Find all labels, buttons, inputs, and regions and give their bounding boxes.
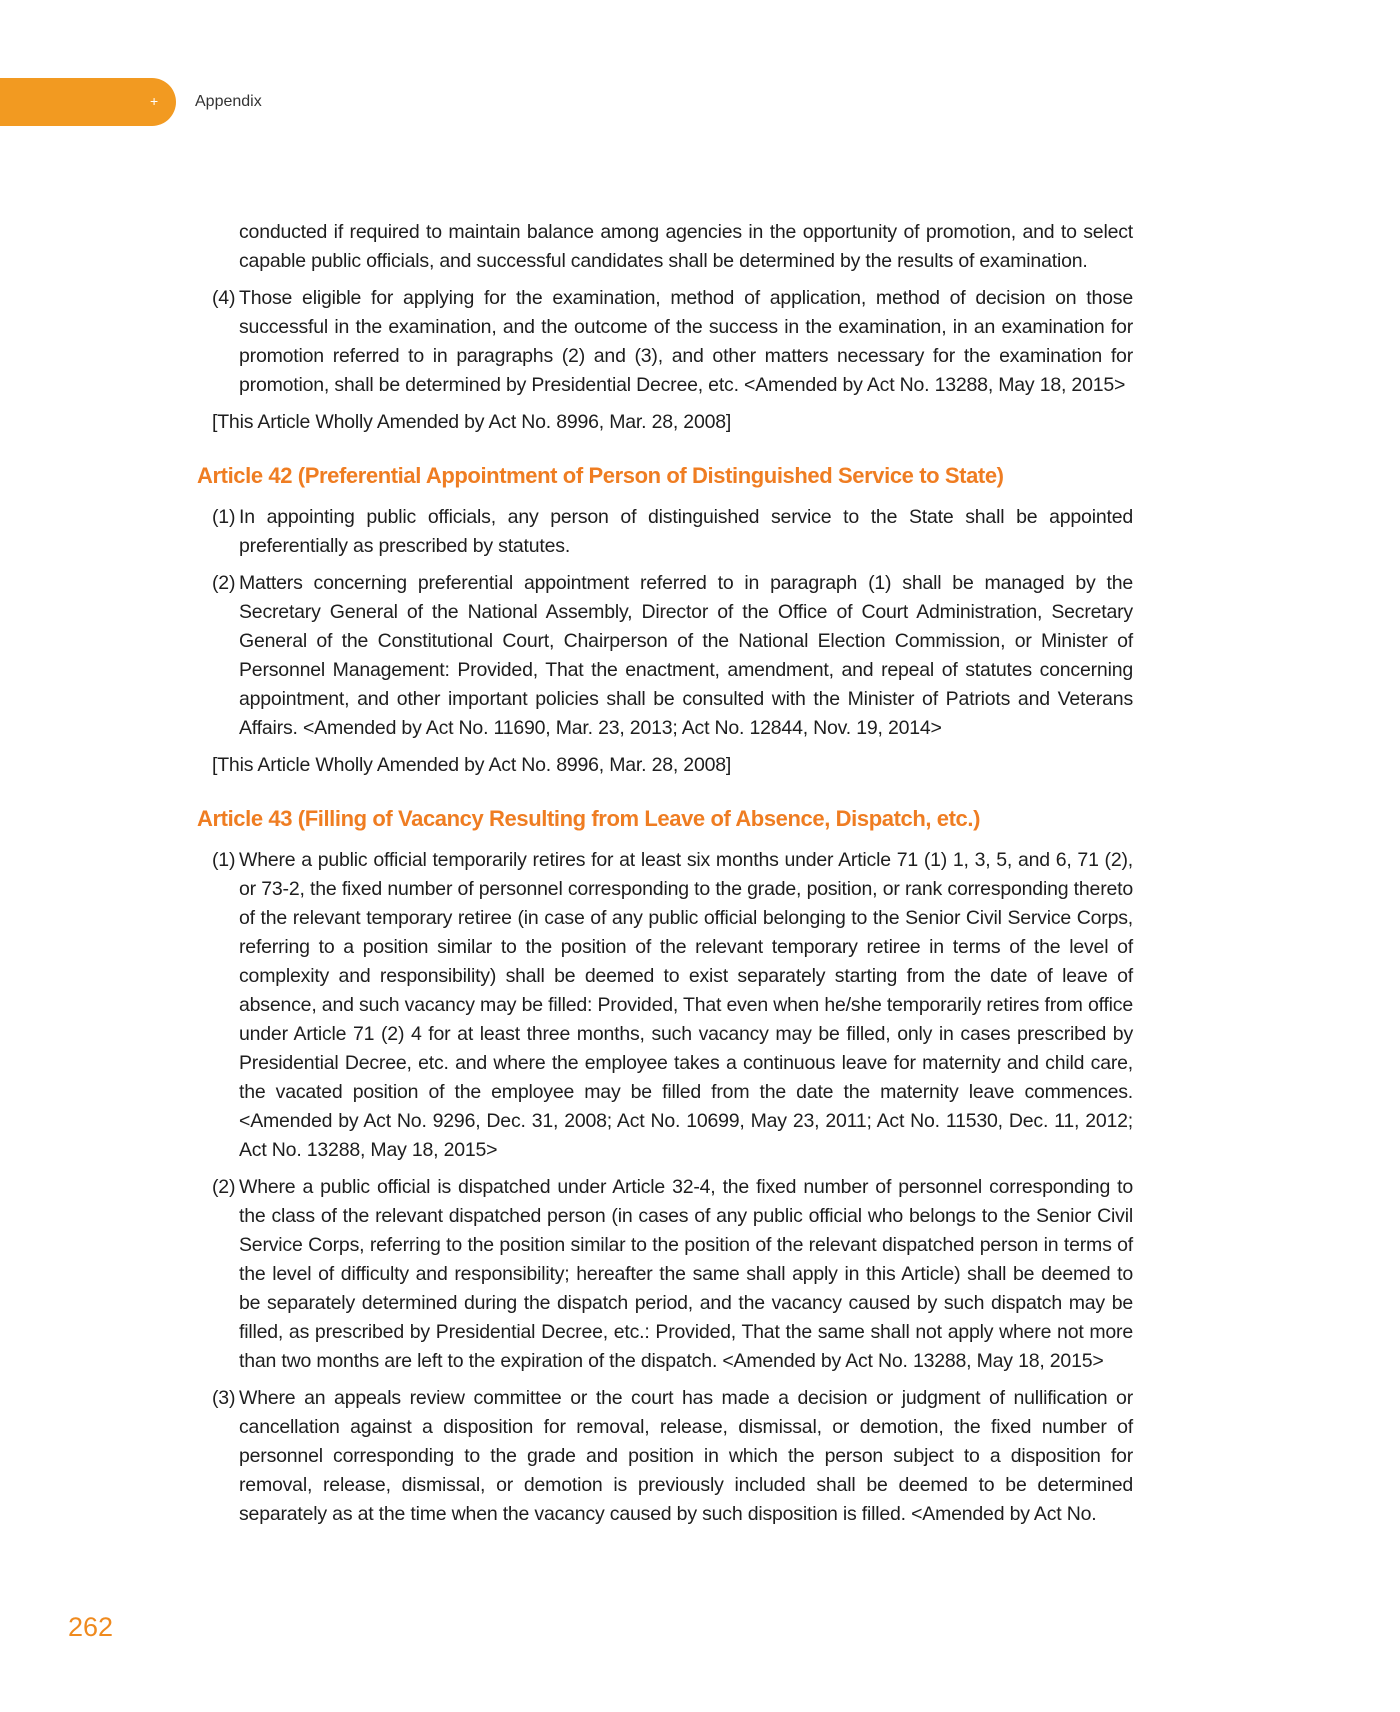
item-text: Where an appeals review committee or the court has made a decision or judgment of nullification or cancellation against a disposition for removal, release, dismissal, or demotion, the fixed number of personnel corresponding to the grade and position in which the person subject to a disposition for removal, release, dismissal, or demotion is previously included shall be deemed to be determined separately as at the time when the vacancy caused by such disposition is filled. <Amended by Act No.	[239, 1387, 1133, 1525]
item-number: (1)	[212, 506, 236, 528]
plus-icon: +	[150, 93, 159, 109]
document-body	[197, 218, 1133, 1537]
item-text: Where a public official temporarily retires for at least six months under Article 71 (1) 1, 3, 5, and 6, 71 (2), or 73-2, the fixed number of personnel corresponding to the grade, position, or rank corresponding thereto of the relevant temporary retiree (in case of any public official belonging to the Senior Civil Service Corps, referring to a position similar to the position of the relevant temporary retiree in terms of the level of complexity and responsibility) shall be deemed to exist separately starting from the date of leave of absence, and such vacancy may be filled: Provided, That even when he/she temporarily retires from office under Article 71 (2) 4 for at least three months, such vacancy may be filled, only in cases prescribed by Presidential Decree, etc. and where the employee takes a continuous leave for maternity and child care, the vacated position of the employee may be filled from the date the maternity leave commences. <Amended by Act No. 9296, Dec. 31, 2008; Act No. 10699, May 23, 2011; Act No. 11530, Dec. 11, 2012; Act No. 13288, May 18, 2015>	[239, 849, 1133, 1161]
continuation-paragraph: conducted if required to maintain balance among agencies in the opportunity of promotion, and to select capable public officials, and successful candidates shall be determined by the results of examination.	[239, 221, 1133, 272]
item-number: (3)	[212, 1387, 236, 1409]
list-item	[197, 1173, 1133, 1376]
item-number: (1)	[212, 849, 236, 871]
amendment-note: [This Article Wholly Amended by Act No. 8996, Mar. 28, 2008]	[212, 411, 732, 433]
item-number: (2)	[212, 1176, 236, 1198]
list-item	[197, 284, 1133, 400]
article-42-heading: Article 42 (Preferential Appointment of Person of Distinguished Service to State)	[197, 463, 1004, 488]
item-text: Matters concerning preferential appointment referred to in paragraph (1) shall be managed by the Secretary General of the National Assembly, Director of the Office of Court Administration, Secretary General of the Constitutional Court, Chairperson of the National Election Commission, or Minister of Personnel Management: Provided, That the enactment, amendment, and repeal of statutes concerning appointment, and other important policies shall be consulted with the Minister of Patriots and Veterans Affairs. <Amended by Act No. 11690, Mar. 23, 2013; Act No. 12844, Nov. 19, 2014>	[239, 572, 1133, 739]
amendment-note: [This Article Wholly Amended by Act No. 8996, Mar. 28, 2008]	[212, 754, 732, 776]
item-text: Those eligible for applying for the examination, method of application, method of decision on those successful in the examination, and the outcome of the success in the examination, in an examination for promotion referred to in paragraphs (2) and (3), and other matters necessary for the examination for promotion, shall be determined by Presidential Decree, etc. <Amended by Act No. 13288, May 18, 2015>	[239, 287, 1133, 396]
list-item	[197, 1384, 1133, 1529]
list-item	[197, 503, 1133, 561]
article-43-heading: Article 43 (Filling of Vacancy Resulting from Leave of Absence, Dispatch, etc.)	[197, 806, 981, 831]
item-number: (2)	[212, 572, 236, 594]
list-item	[197, 569, 1133, 743]
section-title: Appendix	[195, 93, 262, 110]
page-number: 262	[68, 1612, 114, 1642]
list-item	[197, 846, 1133, 1165]
item-number: (4)	[212, 287, 236, 309]
item-text: Where a public official is dispatched under Article 32-4, the fixed number of personnel corresponding to the class of the relevant dispatched person (in cases of any public official who belongs to the Senior Civil Service Corps, referring to the position similar to the position of the relevant dispatched person in terms of the level of difficulty and responsibility; hereafter the same shall apply in this Article) shall be deemed to be separately determined during the dispatch period, and the vacancy caused by such dispatch may be filled, as prescribed by Presidential Decree, etc.: Provided, That the same shall not apply where not more than two months are left to the expiration of the dispatch. <Amended by Act No. 13288, May 18, 2015>	[239, 1176, 1133, 1372]
item-text: In appointing public officials, any person of distinguished service to the State shall be appointed preferentially as prescribed by statutes.	[239, 506, 1133, 557]
